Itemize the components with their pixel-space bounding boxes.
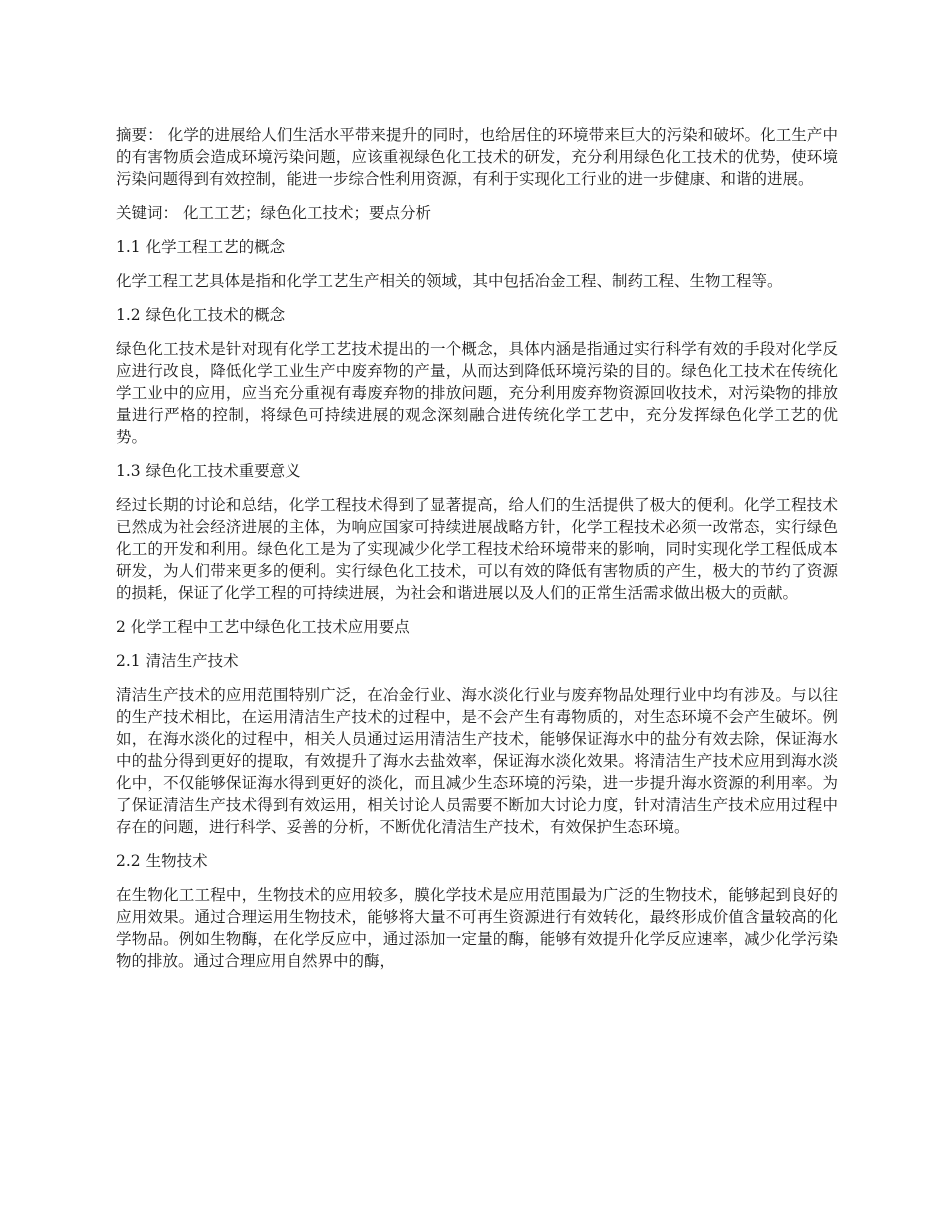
abstract-paragraph xyxy=(116,124,838,190)
keywords-paragraph xyxy=(116,202,838,224)
document-page xyxy=(116,124,838,984)
section-heading-1-2: 1.2 绿色化工技术的概念 xyxy=(116,306,286,324)
section-heading-2: 2 化学工程中工艺中绿色化工技术应用要点 xyxy=(116,618,410,636)
section-1-3-paragraph: 经过长期的讨论和总结，化学工程技术得到了显著提高，给人们的生活提供了极大的便利。化学工程技术已然成为社会经济进展的主体，为响应国家可持续进展战略方针，化学工程技术必须一改常态，实行绿色化工的开发和利用。绿色化工是为了实现减少化学工程技术给环境带来的影响，同时实现化学工程低成本研发，为人们带来更多的便利。实行绿色化工技术，可以有效的降低有害物质的产生，极大的节约了资源的损耗，保证了化学工程的可持续进展，为社会和谐进展以及人们的正常生活需求做出极大的贡献。 xyxy=(116,496,838,602)
section-heading-2-1: 2.1 清洁生产技术 xyxy=(116,652,239,670)
abstract-label: 摘要： xyxy=(116,126,163,144)
section-1-1-paragraph: 化学工程工艺具体是指和化学工艺生产相关的领域，其中包括冶金工程、制药工程、生物工程等。 xyxy=(116,272,783,290)
section-2-1-paragraph: 清洁生产技术的应用范围特别广泛，在冶金行业、海水淡化行业与废弃物品处理行业中均有涉及。与以往的生产技术相比，在运用清洁生产技术的过程中，是不会产生有毒物质的，对生态环境不会产生破坏。例如，在海水淡化的过程中，相关人员通过运用清洁生产技术，能够保证海水中的盐分有效去除，保证海水中的盐分得到更好的提取，有效提升了海水去盐效率，保证海水淡化效果。将清洁生产技术应用到海水淡化中，不仅能够保证海水得到更好的淡化，而且减少生态环境的污染，进一步提升海水资源的利用率。为了保证清洁生产技术得到有效运用，相关讨论人员需要不断加大讨论力度，针对清洁生产技术应用过程中存在的问题，进行科学、妥善的分析，不断优化清洁生产技术，有效保护生态环境。 xyxy=(116,686,838,836)
abstract-text: 化学的进展给人们生活水平带来提升的同时，也给居住的环境带来巨大的污染和破坏。化工生产中的有害物质会造成环境污染问题，应该重视绿色化工技术的研发，充分利用绿色化工技术的优势，使环境污染问题得到有效控制，能进一步综合性利用资源，有利于实现化工行业的进一步健康、和谐的进展。 xyxy=(116,126,838,188)
section-heading-2-2: 2.2 生物技术 xyxy=(116,852,208,870)
keywords-label: 关键词： xyxy=(116,204,179,222)
section-heading-1-1: 1.1 化学工程工艺的概念 xyxy=(116,238,286,256)
section-1-2-paragraph: 绿色化工技术是针对现有化学工艺技术提出的一个概念，具体内涵是指通过实行科学有效的手段对化学反应进行改良，降低化学工业生产中废弃物的产量，从而达到降低环境污染的目的。绿色化工技术在传统化学工业中的应用，应当充分重视有毒废弃物的排放问题，充分利用废弃物资源回收技术，对污染物的排放量进行严格的控制，将绿色可持续进展的观念深刻融合进传统化学工艺中，充分发挥绿色化学工艺的优势。 xyxy=(116,340,838,446)
keywords-text: 化工工艺；绿色化工技术；要点分析 xyxy=(182,204,431,222)
section-2-2-paragraph: 在生物化工工程中，生物技术的应用较多，膜化学技术是应用范围最为广泛的生物技术，能够起到良好的应用效果。通过合理运用生物技术，能够将大量不可再生资源进行有效转化，最终形成价值含量较高的化学物品。例如生物酶，在化学反应中，通过添加一定量的酶，能够有效提升化学反应速率，减少化学污染物的排放。通过合理应用自然界中的酶， xyxy=(116,886,838,970)
section-heading-1-3: 1.3 绿色化工技术重要意义 xyxy=(116,462,301,480)
